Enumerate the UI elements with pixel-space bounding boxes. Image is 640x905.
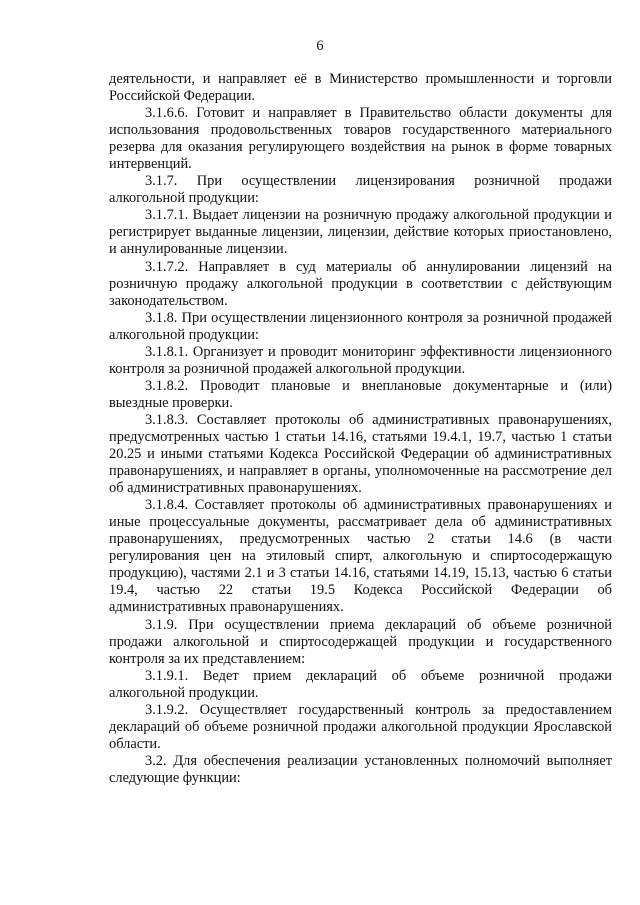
paragraph-3-1-9-1: 3.1.9.1. Ведет прием деклараций об объеме розничной продажи алкогольной продукции. [109,667,612,701]
paragraph-3-1-8-1: 3.1.8.1. Организует и проводит мониторинг эффективности лицензионного контроля за розничной продажей алкогольной продукции. [109,343,612,377]
page-number: 6 [316,38,324,54]
paragraph-3-1-8-2: 3.1.8.2. Проводит плановые и внеплановые документарные и (или) выездные проверки. [109,377,612,411]
document-body [109,71,612,787]
paragraph-3-1-8-3: 3.1.8.3. Составляет протоколы об административных правонарушениях, предусмотренных частью 1 статьи 14.16, статьями 19.4.1, 19.7, частью 1 статьи 20.25 и иными статьями Кодекса Российской Федерации об административных правонарушениях, и направляет в органы, уполномоченные на рассмотрение дел об административных правонарушениях. [109,411,612,497]
paragraph-3-2: 3.2. Для обеспечения реализации установленных полномочий выполняет следующие функции: [109,752,612,786]
paragraph-3-1-9-2: 3.1.9.2. Осуществляет государственный контроль за предоставлением деклараций об объеме розничной продажи алкогольной продукции Ярославской области. [109,701,612,752]
paragraph-3-1-8-4: 3.1.8.4. Составляет протоколы об административных правонарушениях и иные процессуальные документы, рассматривает дела об административных правонарушениях, предусмотренных частью 2 статьи 14.6 (в части регулирования цен на этиловый спирт, алкогольную и спиртосодержащую продукцию), частями 2.1 и 3 статьи 14.16, статьями 14.19, 15.13, частью 6 статьи 19.4, частью 22 статьи 19.5 Кодекса Российской Федерации об административных правонарушениях. [109,497,612,616]
paragraph-3-1-7-2: 3.1.7.2. Направляет в суд материалы об аннулировании лицензий на розничную продажу алкогольной продукции в соответствии с действующим законодательством. [109,258,612,309]
paragraph-3-1-9: 3.1.9. При осуществлении приема деклараций об объеме розничной продажи алкогольной и спиртосодержащей продукции и государственного контроля за их представлением: [109,616,612,667]
paragraph-3-1-7-1: 3.1.7.1. Выдает лицензии на розничную продажу алкогольной продукции и регистрирует выданные лицензии, лицензии, действие которых приостановлено, и аннулированные лицензии. [109,207,612,258]
paragraph-3-1-8: 3.1.8. При осуществлении лицензионного контроля за розничной продажей алкогольной продукции: [109,309,612,343]
paragraph-continuation: деятельности, и направляет её в Министерство промышленности и торговли Российской Федерации. [109,71,612,105]
paragraph-3-1-6-6: 3.1.6.6. Готовит и направляет в Правительство области документы для использования продовольственных товаров государственного материального резерва для оказания регулирующего воздействия на рынок в форме товарных интервенций. [109,105,612,173]
paragraph-3-1-7: 3.1.7. При осуществлении лицензирования розничной продажи алкогольной продукции: [109,173,612,207]
